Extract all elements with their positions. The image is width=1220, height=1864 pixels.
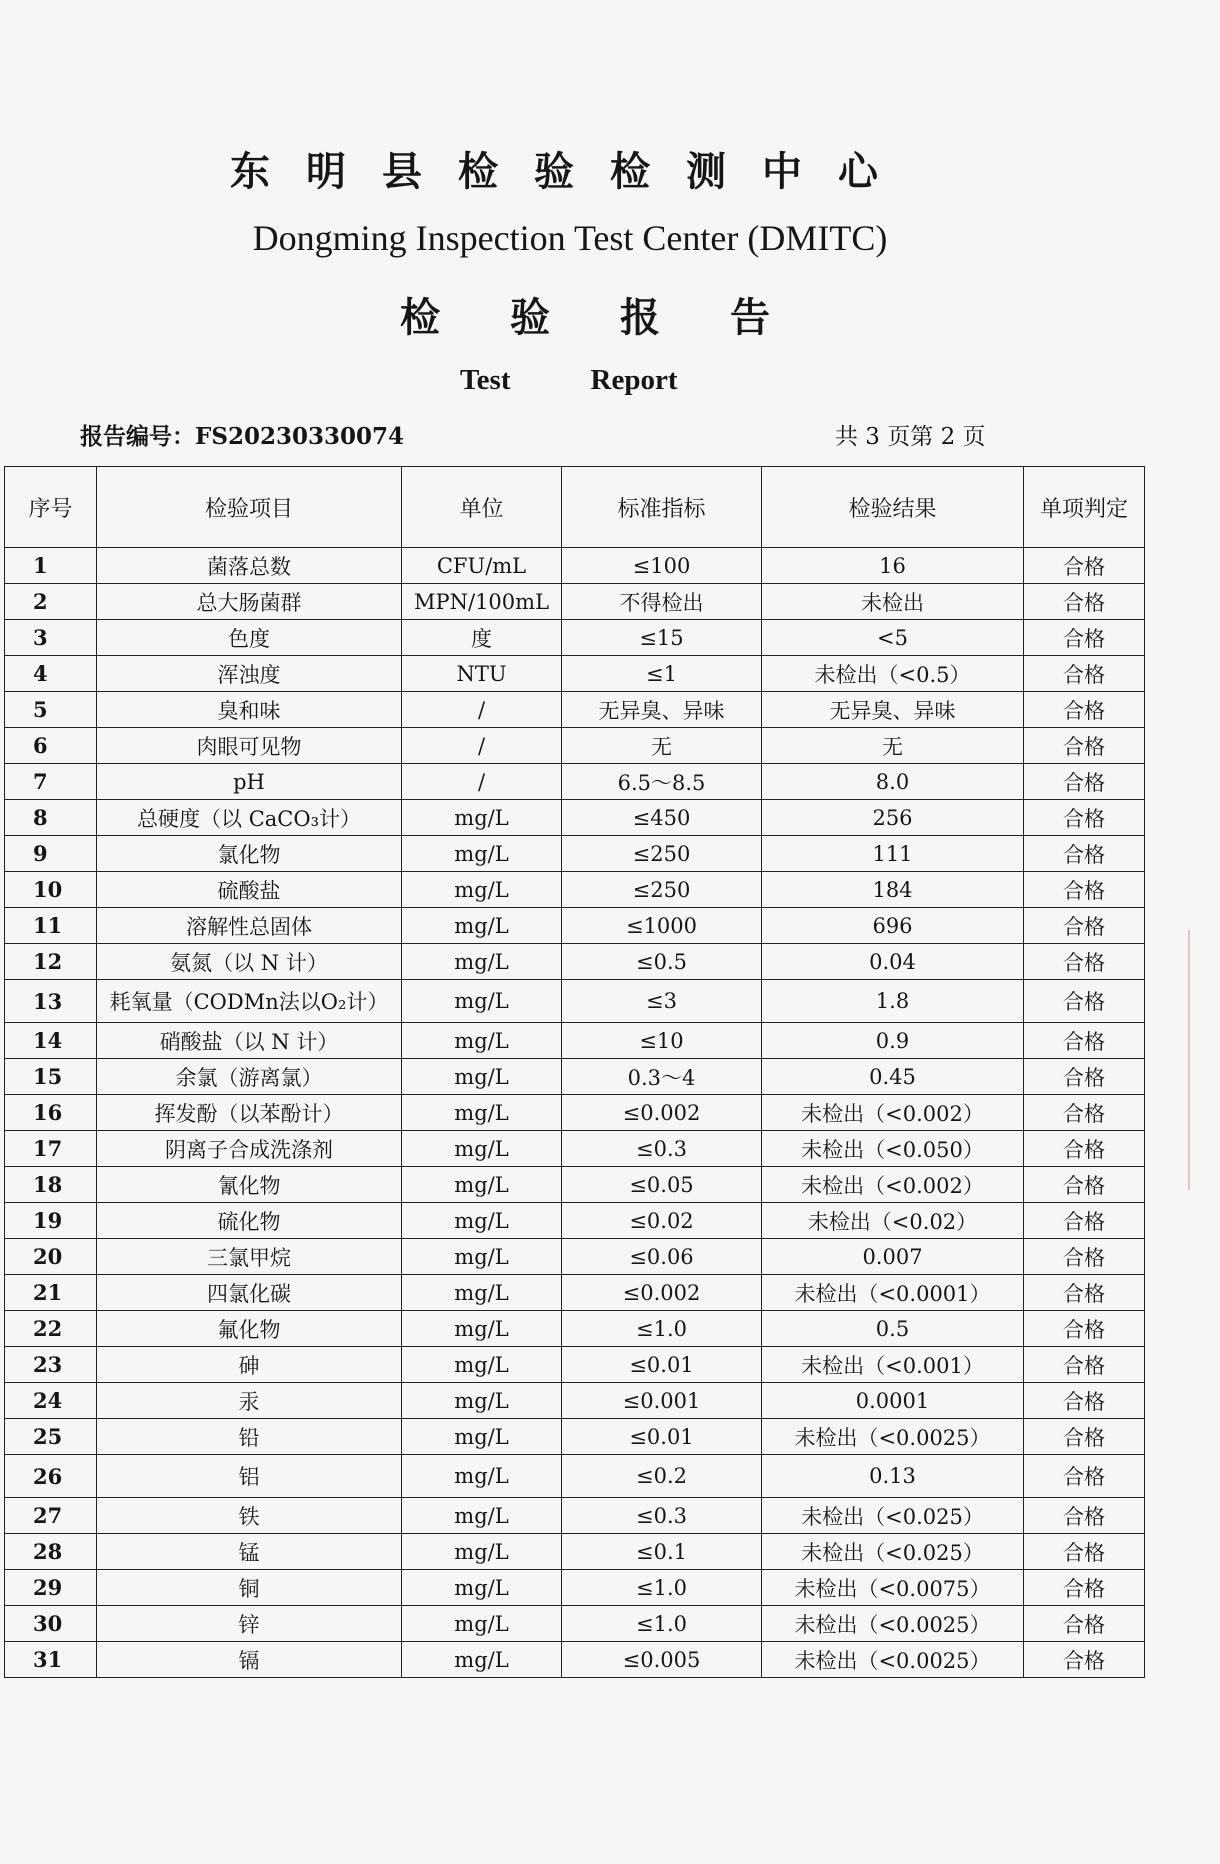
row-judgement-cell: 合格 [1024, 1239, 1145, 1275]
row-standard-cell: ≤0.01 [562, 1347, 762, 1383]
row-item-cell: 四氯化碳 [97, 1275, 402, 1311]
table-header-row [5, 467, 1145, 548]
row-unit-cell: mg/L [402, 1498, 562, 1534]
row-standard-cell: ≤0.3 [562, 1498, 762, 1534]
row-judgement-cell: 合格 [1024, 1095, 1145, 1131]
report-title-en-word-1: Test [460, 364, 511, 396]
row-item-cell: 溶解性总固体 [97, 908, 402, 944]
table-row [5, 1059, 1145, 1095]
row-judgement-cell: 合格 [1024, 764, 1145, 800]
table-row [5, 1131, 1145, 1167]
row-item-cell: 硫酸盐 [97, 872, 402, 908]
row-result-cell: 未检出（<0.025） [762, 1498, 1024, 1534]
row-item-cell: 砷 [97, 1347, 402, 1383]
row-unit-cell: mg/L [402, 980, 562, 1023]
table-body [5, 548, 1145, 1678]
row-no-cell: 27 [5, 1498, 97, 1534]
row-result-cell: 未检出（<0.0025） [762, 1642, 1024, 1678]
row-result-cell: 未检出（<0.001） [762, 1347, 1024, 1383]
table-row [5, 1642, 1145, 1678]
table-row [5, 728, 1145, 764]
table-row [5, 980, 1145, 1023]
table-row [5, 1275, 1145, 1311]
row-unit-cell: mg/L [402, 1239, 562, 1275]
header-cell-unit: 单位 [402, 467, 562, 548]
header-cell-judgement: 单项判定 [1024, 467, 1145, 548]
row-unit-cell: mg/L [402, 908, 562, 944]
row-result-cell: 未检出（<0.0025） [762, 1419, 1024, 1455]
row-unit-cell: mg/L [402, 1455, 562, 1498]
header-cell-no: 序号 [5, 467, 97, 548]
row-judgement-cell: 合格 [1024, 1642, 1145, 1678]
row-result-cell: 未检出（<0.0025） [762, 1606, 1024, 1642]
page-indicator: 共 3 页第 2 页 [835, 424, 986, 450]
row-result-cell: 1.8 [762, 980, 1024, 1023]
row-item-cell: 三氯甲烷 [97, 1239, 402, 1275]
row-item-cell: 肉眼可见物 [97, 728, 402, 764]
row-result-cell: 未检出（<0.002） [762, 1095, 1024, 1131]
row-no-cell: 21 [5, 1275, 97, 1311]
row-judgement-cell: 合格 [1024, 1167, 1145, 1203]
row-item-cell: 铝 [97, 1455, 402, 1498]
row-no-cell: 18 [5, 1167, 97, 1203]
row-no-cell: 2 [5, 584, 97, 620]
row-unit-cell: mg/L [402, 1347, 562, 1383]
row-judgement-cell: 合格 [1024, 1606, 1145, 1642]
row-unit-cell: mg/L [402, 1095, 562, 1131]
row-standard-cell: ≤1.0 [562, 1570, 762, 1606]
row-unit-cell: mg/L [402, 1023, 562, 1059]
row-standard-cell: ≤250 [562, 836, 762, 872]
row-result-cell: 无 [762, 728, 1024, 764]
row-unit-cell: mg/L [402, 1059, 562, 1095]
row-judgement-cell: 合格 [1024, 1275, 1145, 1311]
row-item-cell: 阴离子合成洗涤剂 [97, 1131, 402, 1167]
row-judgement-cell: 合格 [1024, 1419, 1145, 1455]
row-judgement-cell: 合格 [1024, 692, 1145, 728]
row-no-cell: 28 [5, 1534, 97, 1570]
row-result-cell: 无异臭、异味 [762, 692, 1024, 728]
row-judgement-cell: 合格 [1024, 1383, 1145, 1419]
row-result-cell: 184 [762, 872, 1024, 908]
row-judgement-cell: 合格 [1024, 1311, 1145, 1347]
row-unit-cell: mg/L [402, 944, 562, 980]
row-result-cell: 未检出（<0.0075） [762, 1570, 1024, 1606]
row-unit-cell: 度 [402, 620, 562, 656]
row-result-cell: 0.007 [762, 1239, 1024, 1275]
row-no-cell: 8 [5, 800, 97, 836]
table-row [5, 1498, 1145, 1534]
row-no-cell: 10 [5, 872, 97, 908]
row-standard-cell: ≤3 [562, 980, 762, 1023]
row-standard-cell: ≤0.05 [562, 1167, 762, 1203]
row-standard-cell: ≤0.1 [562, 1534, 762, 1570]
row-judgement-cell: 合格 [1024, 1455, 1145, 1498]
row-no-cell: 31 [5, 1642, 97, 1678]
row-judgement-cell: 合格 [1024, 1023, 1145, 1059]
row-standard-cell: 6.5～8.5 [562, 764, 762, 800]
row-item-cell: 耗氧量（CODMn法以O₂计） [97, 980, 402, 1023]
row-standard-cell: ≤1 [562, 656, 762, 692]
header-cell-standard: 标准指标 [562, 467, 762, 548]
row-standard-cell: ≤0.005 [562, 1642, 762, 1678]
row-judgement-cell: 合格 [1024, 1131, 1145, 1167]
row-no-cell: 7 [5, 764, 97, 800]
row-item-cell: 臭和味 [97, 692, 402, 728]
row-item-cell: 色度 [97, 620, 402, 656]
row-item-cell: 锰 [97, 1534, 402, 1570]
row-result-cell: 未检出（<0.002） [762, 1167, 1024, 1203]
table-row [5, 548, 1145, 584]
row-result-cell: 8.0 [762, 764, 1024, 800]
row-standard-cell: ≤0.002 [562, 1275, 762, 1311]
row-item-cell: 硝酸盐（以 N 计） [97, 1023, 402, 1059]
row-no-cell: 16 [5, 1095, 97, 1131]
row-result-cell: 0.0001 [762, 1383, 1024, 1419]
row-no-cell: 5 [5, 692, 97, 728]
table-row [5, 908, 1145, 944]
row-unit-cell: mg/L [402, 1167, 562, 1203]
row-no-cell: 1 [5, 548, 97, 584]
row-no-cell: 17 [5, 1131, 97, 1167]
row-item-cell: 氨氮（以 N 计） [97, 944, 402, 980]
row-result-cell: 0.9 [762, 1023, 1024, 1059]
row-judgement-cell: 合格 [1024, 656, 1145, 692]
row-result-cell: 0.13 [762, 1455, 1024, 1498]
row-standard-cell: ≤1.0 [562, 1311, 762, 1347]
table-row [5, 1534, 1145, 1570]
row-result-cell: 未检出 [762, 584, 1024, 620]
report-number: 报告编号：FS20230330074 [80, 423, 404, 450]
row-unit-cell: mg/L [402, 836, 562, 872]
row-result-cell: 256 [762, 800, 1024, 836]
table-row [5, 1203, 1145, 1239]
row-unit-cell: mg/L [402, 1419, 562, 1455]
row-judgement-cell: 合格 [1024, 944, 1145, 980]
table-row [5, 800, 1145, 836]
row-item-cell: 镉 [97, 1642, 402, 1678]
row-unit-cell: mg/L [402, 1534, 562, 1570]
row-no-cell: 25 [5, 1419, 97, 1455]
row-judgement-cell: 合格 [1024, 1570, 1145, 1606]
row-standard-cell: ≤0.02 [562, 1203, 762, 1239]
row-unit-cell: / [402, 728, 562, 764]
row-unit-cell: mg/L [402, 1606, 562, 1642]
row-item-cell: 总硬度（以 CaCO₃计） [97, 800, 402, 836]
header-cell-item: 检验项目 [97, 467, 402, 548]
table-row [5, 1311, 1145, 1347]
table-row [5, 1570, 1145, 1606]
row-judgement-cell: 合格 [1024, 1059, 1145, 1095]
row-item-cell: 浑浊度 [97, 656, 402, 692]
row-result-cell: 111 [762, 836, 1024, 872]
row-item-cell: 氰化物 [97, 1167, 402, 1203]
row-item-cell: 锌 [97, 1606, 402, 1642]
table-row [5, 1095, 1145, 1131]
row-no-cell: 3 [5, 620, 97, 656]
row-no-cell: 14 [5, 1023, 97, 1059]
table-row [5, 872, 1145, 908]
row-no-cell: 9 [5, 836, 97, 872]
row-standard-cell: ≤450 [562, 800, 762, 836]
row-judgement-cell: 合格 [1024, 1498, 1145, 1534]
row-judgement-cell: 合格 [1024, 620, 1145, 656]
row-judgement-cell: 合格 [1024, 728, 1145, 764]
row-no-cell: 22 [5, 1311, 97, 1347]
row-no-cell: 12 [5, 944, 97, 980]
row-standard-cell: ≤0.06 [562, 1239, 762, 1275]
row-item-cell: 铜 [97, 1570, 402, 1606]
row-standard-cell: ≤1000 [562, 908, 762, 944]
row-judgement-cell: 合格 [1024, 1347, 1145, 1383]
row-unit-cell: mg/L [402, 1642, 562, 1678]
center-title-cn: 东明县检验检测中心 [230, 148, 914, 195]
row-unit-cell: NTU [402, 656, 562, 692]
row-standard-cell: ≤10 [562, 1023, 762, 1059]
row-result-cell: 0.45 [762, 1059, 1024, 1095]
row-result-cell: 0.04 [762, 944, 1024, 980]
row-result-cell: 未检出（<0.050） [762, 1131, 1024, 1167]
row-unit-cell: mg/L [402, 800, 562, 836]
row-no-cell: 26 [5, 1455, 97, 1498]
row-item-cell: 铅 [97, 1419, 402, 1455]
row-judgement-cell: 合格 [1024, 836, 1145, 872]
row-no-cell: 24 [5, 1383, 97, 1419]
report-title-en [460, 364, 677, 397]
row-no-cell: 13 [5, 980, 97, 1023]
table-row [5, 1383, 1145, 1419]
row-standard-cell: 不得检出 [562, 584, 762, 620]
row-result-cell: 未检出（<0.5） [762, 656, 1024, 692]
table-row [5, 1606, 1145, 1642]
table-row [5, 1455, 1145, 1498]
table-row [5, 1023, 1145, 1059]
row-unit-cell: / [402, 692, 562, 728]
report-title-en-word-2: Report [590, 364, 678, 396]
table-row [5, 1239, 1145, 1275]
row-standard-cell: ≤0.002 [562, 1095, 762, 1131]
row-standard-cell: ≤0.3 [562, 1131, 762, 1167]
row-result-cell: 16 [762, 548, 1024, 584]
row-judgement-cell: 合格 [1024, 548, 1145, 584]
table-row [5, 1167, 1145, 1203]
row-judgement-cell: 合格 [1024, 980, 1145, 1023]
row-item-cell: 硫化物 [97, 1203, 402, 1239]
row-judgement-cell: 合格 [1024, 584, 1145, 620]
row-standard-cell: ≤0.01 [562, 1419, 762, 1455]
row-result-cell: 696 [762, 908, 1024, 944]
row-result-cell: 未检出（<0.02） [762, 1203, 1024, 1239]
row-standard-cell: ≤15 [562, 620, 762, 656]
row-no-cell: 15 [5, 1059, 97, 1095]
row-item-cell: 氟化物 [97, 1311, 402, 1347]
row-unit-cell: MPN/100mL [402, 584, 562, 620]
results-table [4, 466, 1145, 1678]
row-result-cell: 0.5 [762, 1311, 1024, 1347]
table-row [5, 1347, 1145, 1383]
row-no-cell: 6 [5, 728, 97, 764]
row-item-cell: 挥发酚（以苯酚计） [97, 1095, 402, 1131]
row-unit-cell: mg/L [402, 1311, 562, 1347]
table-row [5, 764, 1145, 800]
row-item-cell: 余氯（游离氯） [97, 1059, 402, 1095]
row-result-cell: 未检出（<0.025） [762, 1534, 1024, 1570]
row-unit-cell: mg/L [402, 1570, 562, 1606]
row-judgement-cell: 合格 [1024, 872, 1145, 908]
row-result-cell: 未检出（<0.0001） [762, 1275, 1024, 1311]
row-judgement-cell: 合格 [1024, 908, 1145, 944]
row-judgement-cell: 合格 [1024, 1203, 1145, 1239]
row-unit-cell: CFU/mL [402, 548, 562, 584]
row-unit-cell: mg/L [402, 1203, 562, 1239]
row-unit-cell: mg/L [402, 872, 562, 908]
table-row [5, 1419, 1145, 1455]
header-cell-result: 检验结果 [762, 467, 1024, 548]
row-item-cell: 菌落总数 [97, 548, 402, 584]
row-standard-cell: ≤0.001 [562, 1383, 762, 1419]
row-standard-cell: 0.3～4 [562, 1059, 762, 1095]
table-row [5, 836, 1145, 872]
row-unit-cell: / [402, 764, 562, 800]
row-item-cell: 总大肠菌群 [97, 584, 402, 620]
row-no-cell: 4 [5, 656, 97, 692]
row-standard-cell: ≤250 [562, 872, 762, 908]
row-judgement-cell: 合格 [1024, 800, 1145, 836]
table-row [5, 620, 1145, 656]
row-no-cell: 29 [5, 1570, 97, 1606]
row-no-cell: 19 [5, 1203, 97, 1239]
table-row [5, 944, 1145, 980]
row-unit-cell: mg/L [402, 1275, 562, 1311]
row-standard-cell: 无 [562, 728, 762, 764]
row-item-cell: 汞 [97, 1383, 402, 1419]
row-unit-cell: mg/L [402, 1383, 562, 1419]
row-no-cell: 30 [5, 1606, 97, 1642]
row-item-cell: 铁 [97, 1498, 402, 1534]
row-item-cell: pH [97, 764, 402, 800]
stamp-edge-mark [1188, 930, 1216, 1190]
report-title-cn: 检验报告 [400, 294, 840, 341]
row-unit-cell: mg/L [402, 1131, 562, 1167]
row-item-cell: 氯化物 [97, 836, 402, 872]
row-standard-cell: ≤1.0 [562, 1606, 762, 1642]
row-judgement-cell: 合格 [1024, 1534, 1145, 1570]
row-standard-cell: ≤100 [562, 548, 762, 584]
table-row [5, 656, 1145, 692]
table-row [5, 692, 1145, 728]
center-title-en: Dongming Inspection Test Center (DMITC) [252, 218, 888, 258]
row-no-cell: 20 [5, 1239, 97, 1275]
row-no-cell: 11 [5, 908, 97, 944]
row-result-cell: <5 [762, 620, 1024, 656]
row-no-cell: 23 [5, 1347, 97, 1383]
table-row [5, 584, 1145, 620]
row-standard-cell: ≤0.5 [562, 944, 762, 980]
row-standard-cell: 无异臭、异味 [562, 692, 762, 728]
row-standard-cell: ≤0.2 [562, 1455, 762, 1498]
